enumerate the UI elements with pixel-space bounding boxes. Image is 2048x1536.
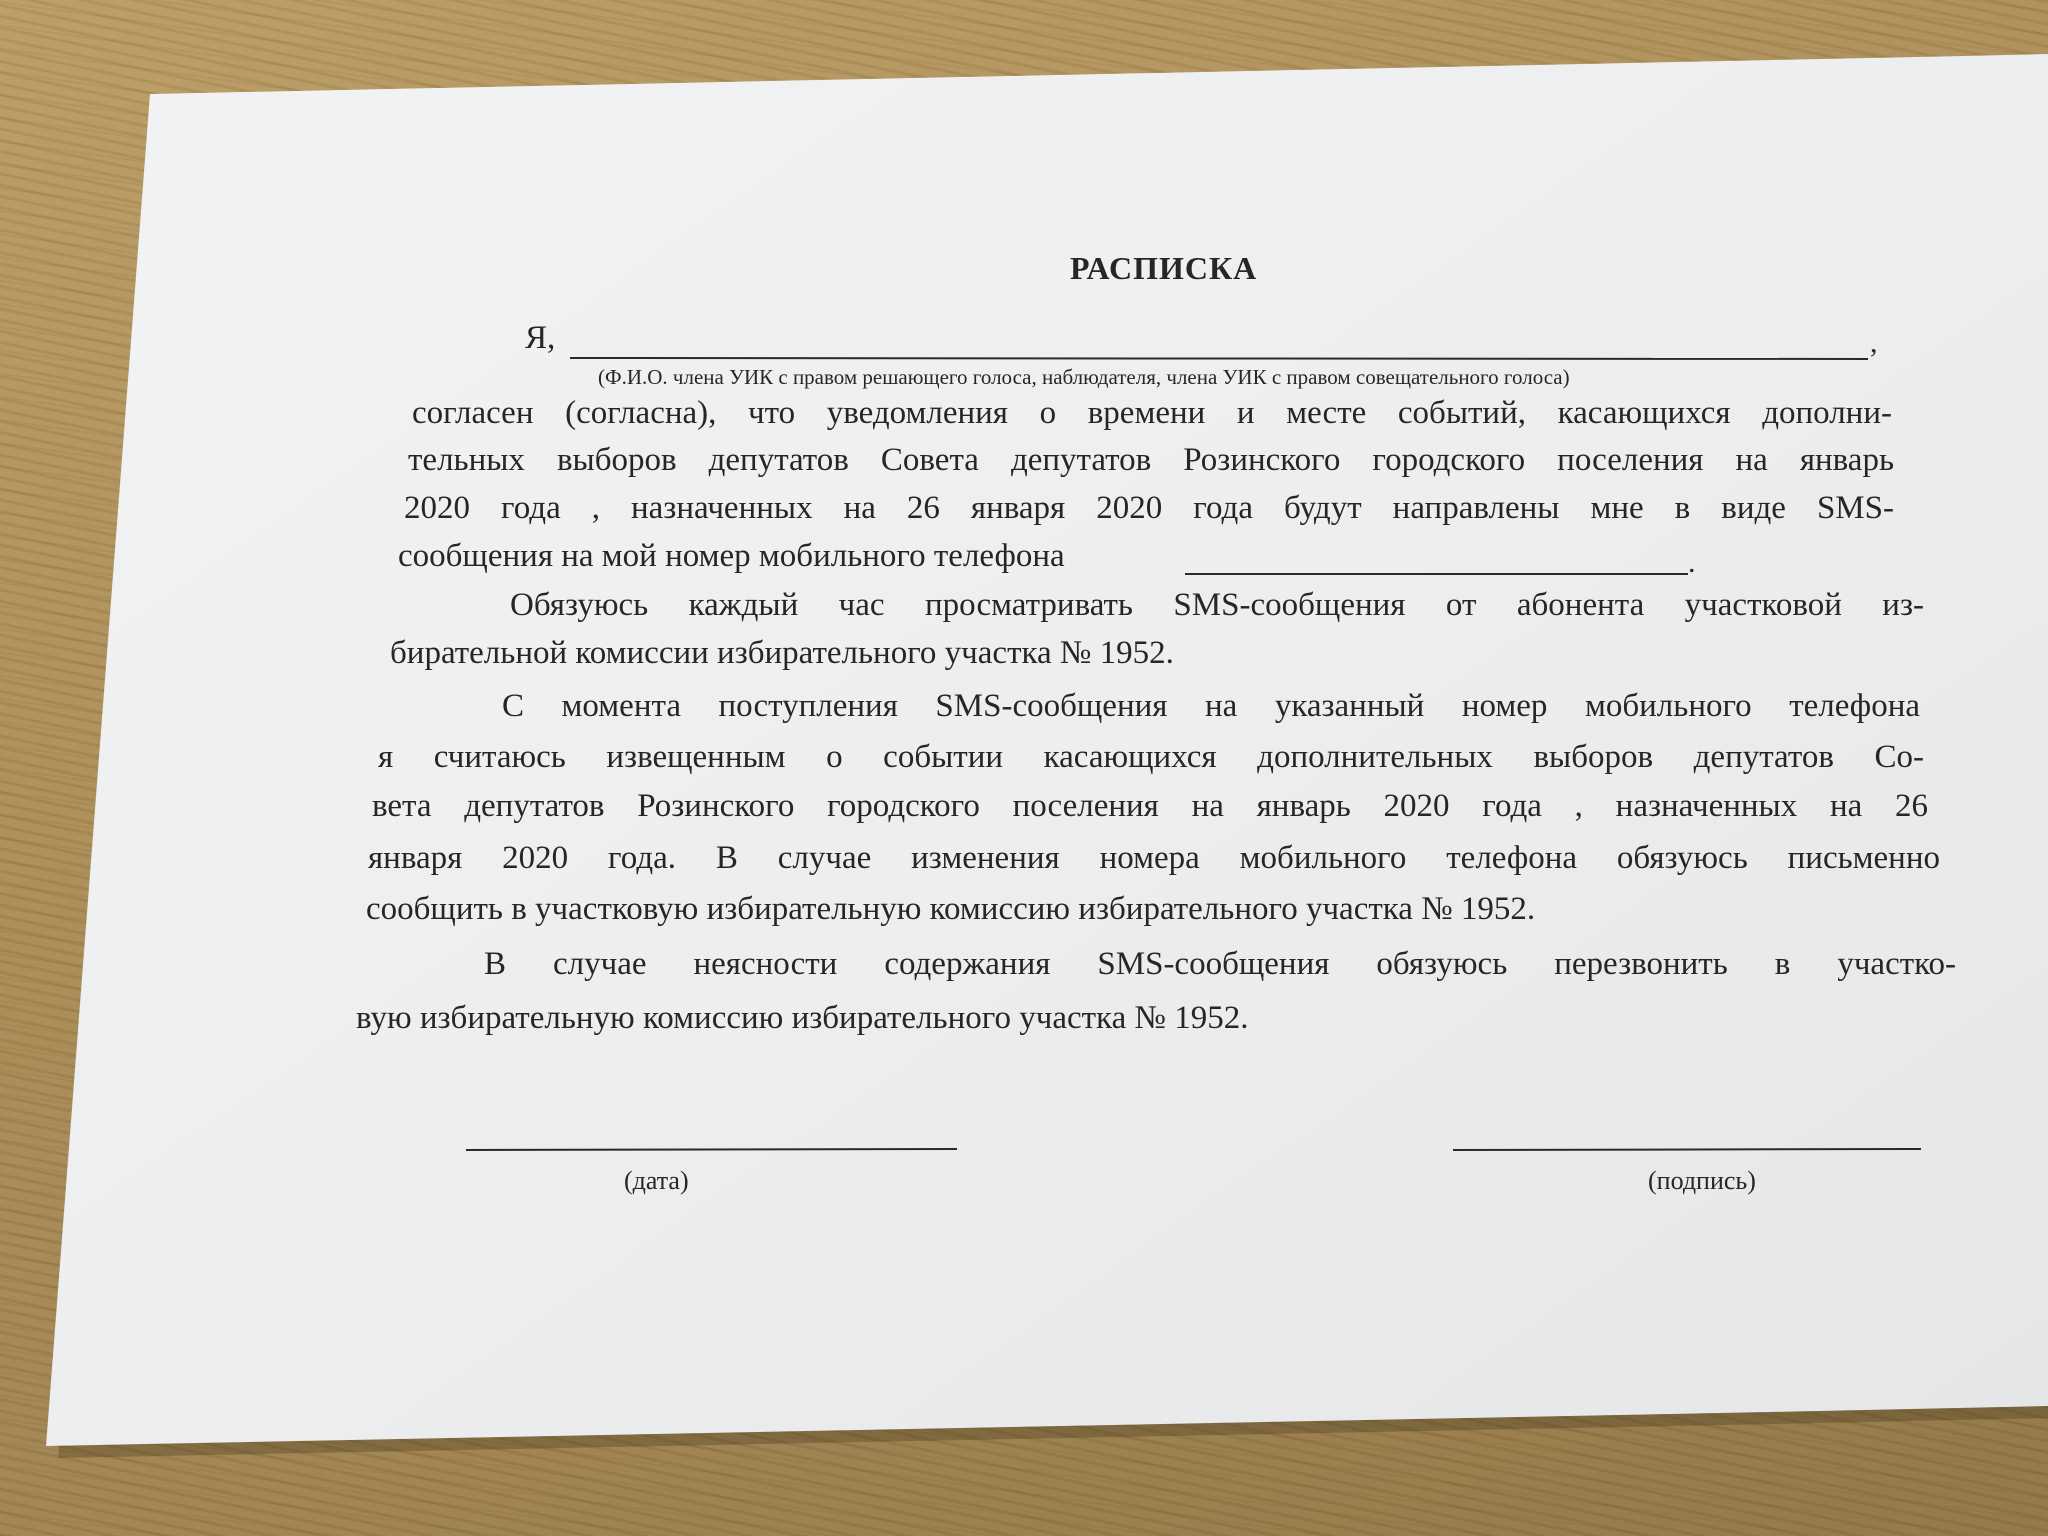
- fio-caption: (Ф.И.О. члена УИК с правом решающего голоса, наблюдателя, члена УИК с правом совещательного голоса): [598, 365, 1570, 389]
- paragraph4-last-line: вую избирательную комиссию избирательного участка № 1952.: [356, 1000, 1249, 1036]
- paragraph1-line: тельных выборов депутатов Совета депутатов Розинского городского поселения на январь: [408, 442, 1894, 478]
- intro-suffix: ,: [1870, 326, 1878, 359]
- phone-suffix: .: [1688, 546, 1696, 579]
- paragraph1-last-line: сообщения на мой номер мобильного телефона: [398, 538, 1065, 574]
- intro-prefix: Я,: [525, 320, 556, 356]
- paragraph3-line: С момента поступления SMS-сообщения на указанный номер мобильного телефона: [502, 688, 1920, 724]
- fio-underline: [570, 358, 1868, 359]
- paragraph3-last-line: сообщить в участковую избирательную комиссию избирательного участка № 1952.: [366, 891, 1536, 927]
- date-caption: (дата): [624, 1166, 689, 1195]
- paragraph3-line: я считаюсь извещенным о событии касающихся дополнительных выборов депутатов Со-: [378, 739, 1924, 775]
- paragraph4-line: В случае неясности содержания SMS-сообщения обязуюсь перезвонить в участко-: [484, 946, 1956, 982]
- paragraph2-line: Обязуюсь каждый час просматривать SMS-сообщения от абонента участковой из-: [510, 587, 1924, 623]
- paragraph1-line: согласен (согласна), что уведомления о времени и месте событий, касающихся дополни-: [412, 395, 1892, 431]
- signature-caption: (подпись): [1648, 1166, 1756, 1195]
- paragraph3-line: января 2020 года. В случае изменения номера мобильного телефона обязуюсь письменно: [368, 840, 1940, 876]
- date-line: [466, 1149, 957, 1150]
- paragraph3-line: вета депутатов Розинского городского поселения на январь 2020 года , назначенных на 26: [372, 788, 1928, 824]
- signature-line: [1453, 1149, 1921, 1150]
- document-title: РАСПИСКА: [1070, 250, 1258, 286]
- paragraph2-last-line: бирательной комиссии избирательного участка № 1952.: [390, 635, 1174, 671]
- paragraph1-line: 2020 года , назначенных на 26 января 2020 года будут направлены мне в виде SMS-: [404, 490, 1894, 526]
